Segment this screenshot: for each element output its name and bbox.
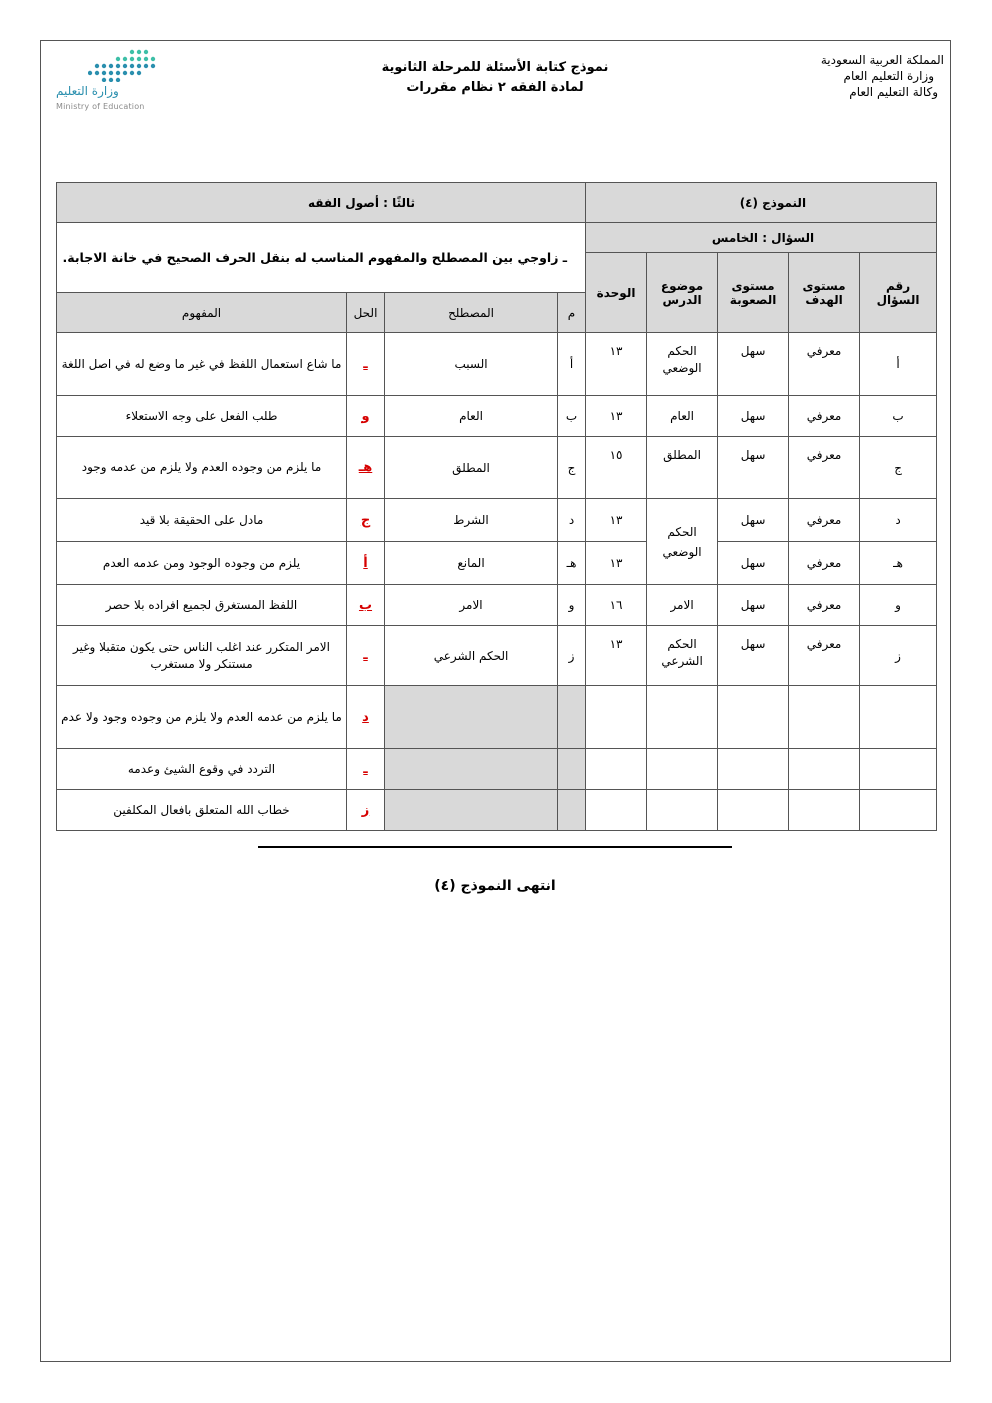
section-title: ثالثًا : أصول الفقه (57, 183, 586, 223)
answer-value: ـ (363, 356, 368, 372)
header-line-agency: وكالة التعليم العام (849, 85, 938, 99)
ministry-header (774, 52, 944, 100)
answer-value: ز (361, 802, 370, 818)
answer-cell[interactable] (347, 686, 385, 749)
header-m: م (558, 293, 586, 333)
row-concept: الامر المتكرر عند اغلب الناس حتى يكون متقبلا وغير مستنكر ولا مستغرب (57, 626, 347, 686)
spec-goal: معرفي (789, 437, 860, 499)
spec-goal: معرفي (789, 333, 860, 396)
header-unit: الوحدة (586, 253, 647, 333)
logo-dots-icon (88, 48, 158, 82)
spec-num: ب (860, 396, 937, 437)
row-m: هـ (558, 542, 586, 585)
answer-cell[interactable] (347, 437, 385, 499)
answer-value: و (361, 408, 370, 424)
spec-empty-cell (586, 686, 647, 749)
header-line-ministry: وزارة التعليم العام (843, 69, 934, 83)
row-concept: يلزم من وجوده الوجود ومن عدمه العدم (57, 542, 347, 585)
end-of-model-text: انتهى النموذج (٤) (434, 878, 556, 894)
row-m: ز (558, 626, 586, 686)
spec-goal: معرفي (789, 499, 860, 542)
spec-table (585, 182, 937, 831)
row-term: السبب (385, 333, 558, 396)
answer-value: ـ (363, 648, 368, 663)
row-m: ج (558, 437, 586, 499)
spec-empty-cell (860, 686, 937, 749)
title-line-1: نموذج كتابة الأسئلة للمرحلة الثانوية (381, 60, 609, 75)
spec-goal: معرفي (789, 396, 860, 437)
row-m-empty (558, 749, 586, 790)
spec-goal: معرفي (789, 626, 860, 686)
answer-cell[interactable] (347, 499, 385, 542)
row-concept: ما شاع استعمال اللفظ في غير ما وضع له في اصل اللغة (57, 333, 347, 396)
row-concept: ما يلزم من عدمه العدم ولا يلزم من وجوده وجود ولا عدم (57, 686, 347, 749)
spec-topic: المطلق (647, 437, 718, 499)
spec-difficulty: سهل (718, 542, 789, 585)
spec-difficulty: سهل (718, 333, 789, 396)
spec-unit: ١٣ (586, 542, 647, 585)
spec-empty-cell (789, 686, 860, 749)
question-label: السؤال : الخامس (586, 223, 937, 253)
spec-unit: ١٣ (586, 626, 647, 686)
spec-topic: العام (647, 396, 718, 437)
row-m: د (558, 499, 586, 542)
spec-unit: ١٣ (586, 499, 647, 542)
spec-goal: معرفي (789, 585, 860, 626)
spec-empty-cell (718, 686, 789, 749)
header-answer: الحل (347, 293, 385, 333)
row-concept: اللفظ المستغرق لجميع افراده بلا حصر (57, 585, 347, 626)
row-m: أ (558, 333, 586, 396)
spec-difficulty: سهل (718, 396, 789, 437)
spec-unit: ١٦ (586, 585, 647, 626)
answer-cell[interactable] (347, 626, 385, 686)
document-title (330, 58, 660, 98)
row-m-empty (558, 790, 586, 831)
answer-cell[interactable] (347, 585, 385, 626)
spec-empty-cell (789, 790, 860, 831)
answer-cell[interactable] (347, 542, 385, 585)
row-m: و (558, 585, 586, 626)
spec-num: د (860, 499, 937, 542)
header-lesson-topic: موضوع الدرس (647, 253, 718, 333)
model-label: النموذج (٤) (586, 183, 937, 223)
row-concept: طلب الفعل على وجه الاستعلاء (57, 396, 347, 437)
answer-value: أ (363, 555, 368, 571)
spec-unit: ١٣ (586, 333, 647, 396)
answer-value: ـ (363, 761, 368, 777)
spec-difficulty: سهل (718, 499, 789, 542)
spec-topic: الحكم الوضعي (647, 499, 718, 585)
spec-topic: الحكم الشرعي (647, 626, 718, 686)
header-difficulty: مستوى الصعوبة (718, 253, 789, 333)
spec-empty-cell (718, 749, 789, 790)
row-m: ب (558, 396, 586, 437)
spec-empty-cell (860, 790, 937, 831)
spec-empty-cell (718, 790, 789, 831)
spec-num: ز (860, 626, 937, 686)
header-goal-level: مستوى الهدف (789, 253, 860, 333)
spec-unit: ١٣ (586, 396, 647, 437)
row-term: الحكم الشرعي (385, 626, 558, 686)
row-concept: التردد في وقوع الشيئ وعدمه (57, 749, 347, 790)
spec-difficulty: سهل (718, 585, 789, 626)
header-question-number: رقم السؤال (860, 253, 937, 333)
spec-empty-cell (860, 749, 937, 790)
row-term-empty (385, 686, 558, 749)
answer-cell[interactable] (347, 333, 385, 396)
row-term: المطلق (385, 437, 558, 499)
row-term: المانع (385, 542, 558, 585)
answer-cell[interactable] (347, 749, 385, 790)
spec-topic: الحكم الوضعي (647, 333, 718, 396)
spec-empty-cell (586, 790, 647, 831)
row-term: العام (385, 396, 558, 437)
row-term-empty (385, 790, 558, 831)
row-m-empty (558, 686, 586, 749)
row-concept: ما يلزم من وجوده العدم ولا يلزم من عدمه وجود (57, 437, 347, 499)
row-term: الامر (385, 585, 558, 626)
spec-unit: ١٥ (586, 437, 647, 499)
header-concept: المفهوم (57, 293, 347, 333)
answer-value: هـ (358, 460, 373, 475)
question-table (56, 182, 586, 831)
answer-value: د (362, 709, 369, 725)
row-concept: مادل على الحقيقة بلا قيد (57, 499, 347, 542)
title-line-2: لمادة الفقه ٢ نظام مقررات (406, 80, 584, 95)
spec-empty-cell (789, 749, 860, 790)
logo-arabic-text: وزارة التعليم (56, 84, 119, 98)
spec-empty-cell (647, 790, 718, 831)
ministry-logo (50, 46, 160, 112)
spec-num: أ (860, 333, 937, 396)
answer-value: ج (360, 512, 371, 528)
answer-cell[interactable] (347, 396, 385, 437)
spec-goal: معرفي (789, 542, 860, 585)
spec-empty-cell (586, 749, 647, 790)
row-term-empty (385, 749, 558, 790)
spec-num: هـ (860, 542, 937, 585)
spec-num: ج (860, 437, 937, 499)
spec-num: و (860, 585, 937, 626)
spec-topic: الامر (647, 585, 718, 626)
instruction-text: ـ زاوجي بين المصطلح والمفهوم المناسب له بنقل الحرف الصحيح في خانة الاجابة. (57, 223, 586, 293)
end-divider (258, 846, 732, 848)
answer-cell[interactable] (347, 790, 385, 831)
header-term: المصطلح (385, 293, 558, 333)
spec-difficulty: سهل (718, 626, 789, 686)
spec-difficulty: سهل (718, 437, 789, 499)
row-term: الشرط (385, 499, 558, 542)
spec-empty-cell (647, 749, 718, 790)
header-line-kingdom: المملكة العربية السعودية (820, 53, 944, 67)
answer-value: ب (358, 597, 373, 613)
row-concept: خطاب الله المتعلق بافعال المكلفين (57, 790, 347, 831)
spec-empty-cell (647, 686, 718, 749)
logo-english-text: Ministry of Education (56, 102, 145, 111)
